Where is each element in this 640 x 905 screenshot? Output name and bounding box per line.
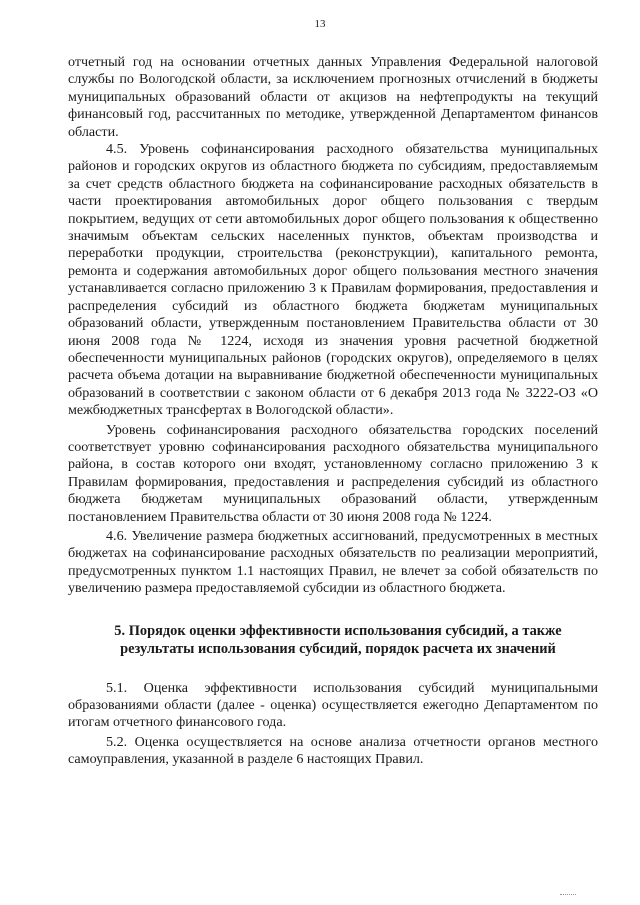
section-heading: 5. Порядок оценки эффективности использования субсидий, а также результаты использования субсидий, порядок расчета их значений: [114, 622, 562, 657]
paragraph-5-1: 5.1. Оценка эффективности использования субсидий муниципальными образованиями области (далее - оценка) осуществляется ежегодно Департаментом по итогам отчетного финансового года.: [68, 679, 598, 731]
paragraph-4-6: 4.6. Увеличение размера бюджетных ассигнований, предусмотренных в местных бюджетах на софинансирование расходных обязательств по реализации мероприятий, предусмотренных пунктом 1.1 настоящих Правил, не влечет за собой обязательств по увеличению размера предоставляемой субсидии из областного бюджета.: [68, 527, 598, 597]
paragraph-cofinancing-cities: Уровень софинансирования расходного обязательства городских поселений соответствует уровню софинансирования расходного обязательства муниципального района, в состав которого они входят, установленному согласно приложению 3 к Правилам формирования, предоставления и распределения субсидий из областного бюджета бюджетам муниципальных образований области, утвержденным постановлением Правительства области от 30 июня 2008 года № 1224.: [68, 421, 598, 525]
paragraph-4-5: 4.5. Уровень софинансирования расходного обязательства муниципальных районов и городских округов из областного бюджета по субсидиям, предоставляемым за счет средств областного бюджета на софинансирование расходных обязательств в части проектирования автомобильных дорог общего пользования с твердым покрытием, ведущих от сети автомобильных дорог общего пользования к общественно значимым объектам сельских населенных пунктов, объектам производства и переработки продукции, строительства (реконструкции), капитального ремонта, ремонта и содержания автомобильных дорог общего пользования местного значения устанавливается согласно приложению 3 к Правилам формирования, предоставления и распределения субсидий из областного бюджета бюджетам муниципальных образований области, утвержденным постановлением Правительства области от 30 июня 2008 года № 1224, исходя из значения уровня расчетной бюджетной обеспеченности муниципальных районов (городских округов), определяемого в целях расчета объема дотации на выравнивание бюджетной обеспеченности муниципальных образований в соответствии с законом области от 6 декабря 2013 года № 3222-ОЗ «О межбюджетных трансфертах в Вологодской области».: [68, 141, 598, 419]
paragraph-5-2: 5.2. Оценка осуществляется на основе анализа отчетности органов местного самоуправления, указанной в разделе 6 настоящих Правил.: [68, 733, 598, 768]
page-number: 13: [314, 18, 326, 30]
paragraph-continuation: отчетный год на основании отчетных данных Управления Федеральной налоговой службы по Вологодской области, за исключением прогнозных отчислений в бюджеты муниципальных образований области от акцизов на нефтепродукты на текущий финансовый год, рассчитанных по методике, утвержденной Департаментом финансов области.: [68, 54, 598, 140]
document-body: [68, 54, 598, 769]
scan-mark: [560, 894, 576, 895]
